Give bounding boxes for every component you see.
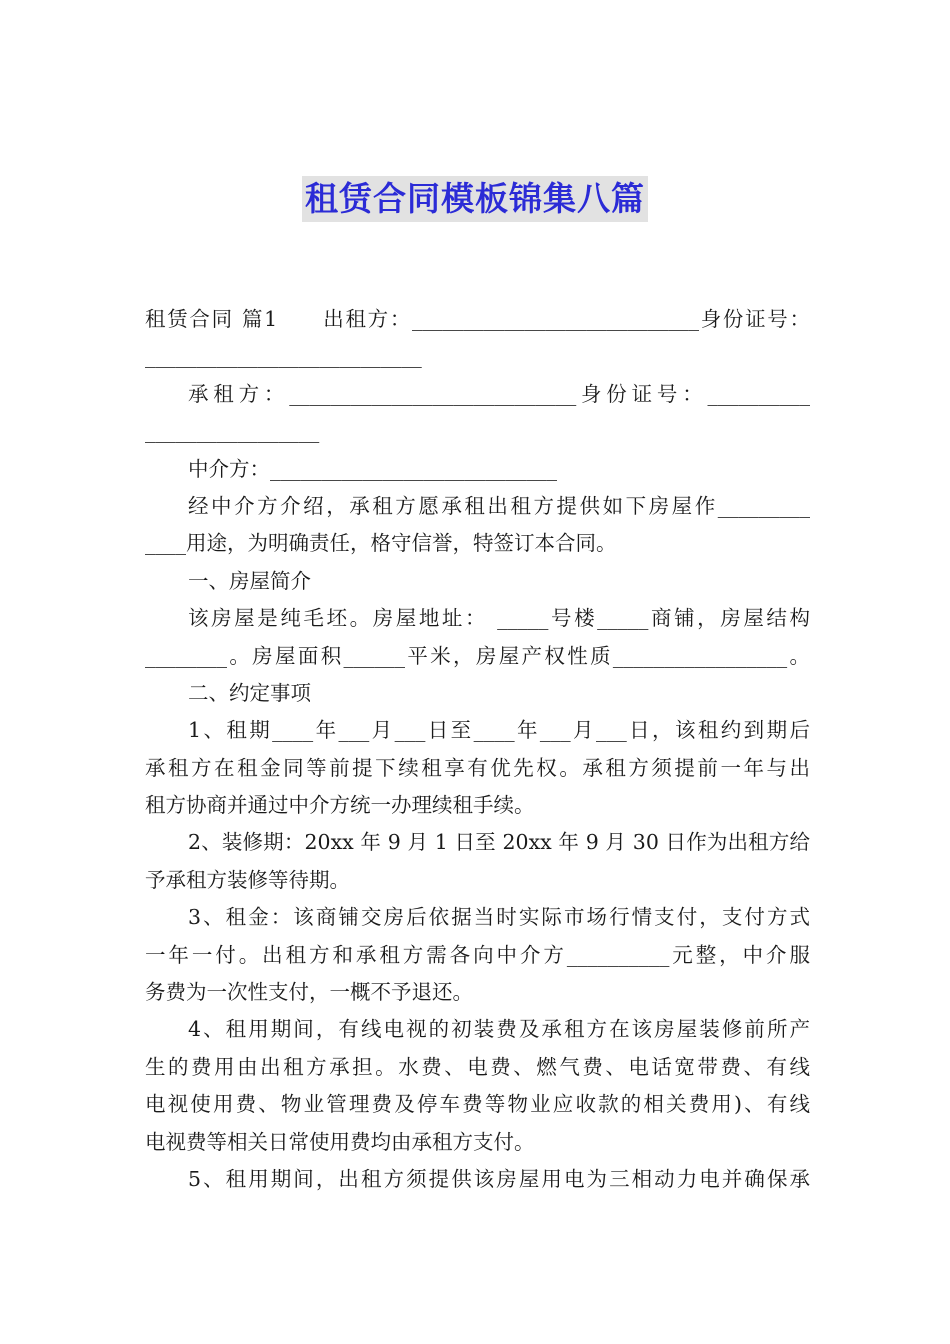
term-2-line-2: 予承租方装修等待期。 (145, 867, 350, 892)
house-line-2: ________。房屋面积______平米，房屋产权性质_________________。 (145, 643, 810, 668)
lessor-id-blank-line: ___________________________ (145, 344, 422, 369)
party-lessee-line: 承租方：____________________________身份证号：__________ (188, 381, 810, 406)
term-3-line-3: 务费为一次性支付，一概不予退还。 (145, 980, 473, 1005)
lessee-id-blank-line: _________________ (145, 419, 320, 444)
document-title: 租赁合同模板锦集八篇 (302, 176, 648, 222)
term-4-line-2: 生的费用由出租方承担。水费、电费、燃气费、电话宽带费、有线 (145, 1054, 810, 1079)
term-4-line-1: 4、租用期间，有线电视的初装费及承租方在该房屋装修前所产 (188, 1017, 810, 1042)
title-container (0, 176, 950, 222)
party-lessor-line: 租赁合同 篇1 出租方：____________________________身份证号： (145, 307, 810, 331)
term-1-line-1: 1、租期____年___月___日至____年___月___日，该租约到期后 (188, 718, 810, 743)
term-2-line-1: 2、装修期：20xx 年 9 月 1 日至 20xx 年 9 月 30 日作为出租方给 (188, 830, 810, 855)
house-line-1: 该房屋是纯毛坯。房屋地址： _____号楼_____商铺，房屋结构 (188, 606, 810, 631)
section-1-heading: 一、房屋简介 (188, 568, 311, 593)
term-5-line-1: 5、租用期间，出租方须提供该房屋用电为三相动力电并确保承 (188, 1166, 810, 1191)
party-agent-line: 中介方：____________________________ (188, 456, 557, 481)
term-3-line-1: 3、租金：该商铺交房后依据当时实际市场行情支付，支付方式 (188, 905, 810, 930)
term-4-line-3: 电视使用费、物业管理费及停车费等物业应收款的相关费用)、有线 (145, 1092, 810, 1117)
term-1-line-3: 租方协商并通过中介方统一办理续租手续。 (145, 793, 535, 818)
term-4-line-4: 电视费等相关日常使用费均由承租方支付。 (145, 1129, 535, 1154)
term-1-line-2: 承租方在租金同等前提下续租享有优先权。承租方须提前一年与出 (145, 755, 810, 780)
document-body (145, 301, 810, 1198)
term-3-line-2: 一年一付。出租方和承租方需各向中介方__________元整，中介服 (145, 942, 810, 967)
intro-line-1: 经中介方介绍，承租方愿承租出租方提供如下房屋作_________ (188, 493, 810, 518)
intro-line-2: ____用途，为明确责任，格守信誉，特签订本合同。 (145, 531, 617, 556)
section-2-heading: 二、约定事项 (188, 680, 311, 705)
